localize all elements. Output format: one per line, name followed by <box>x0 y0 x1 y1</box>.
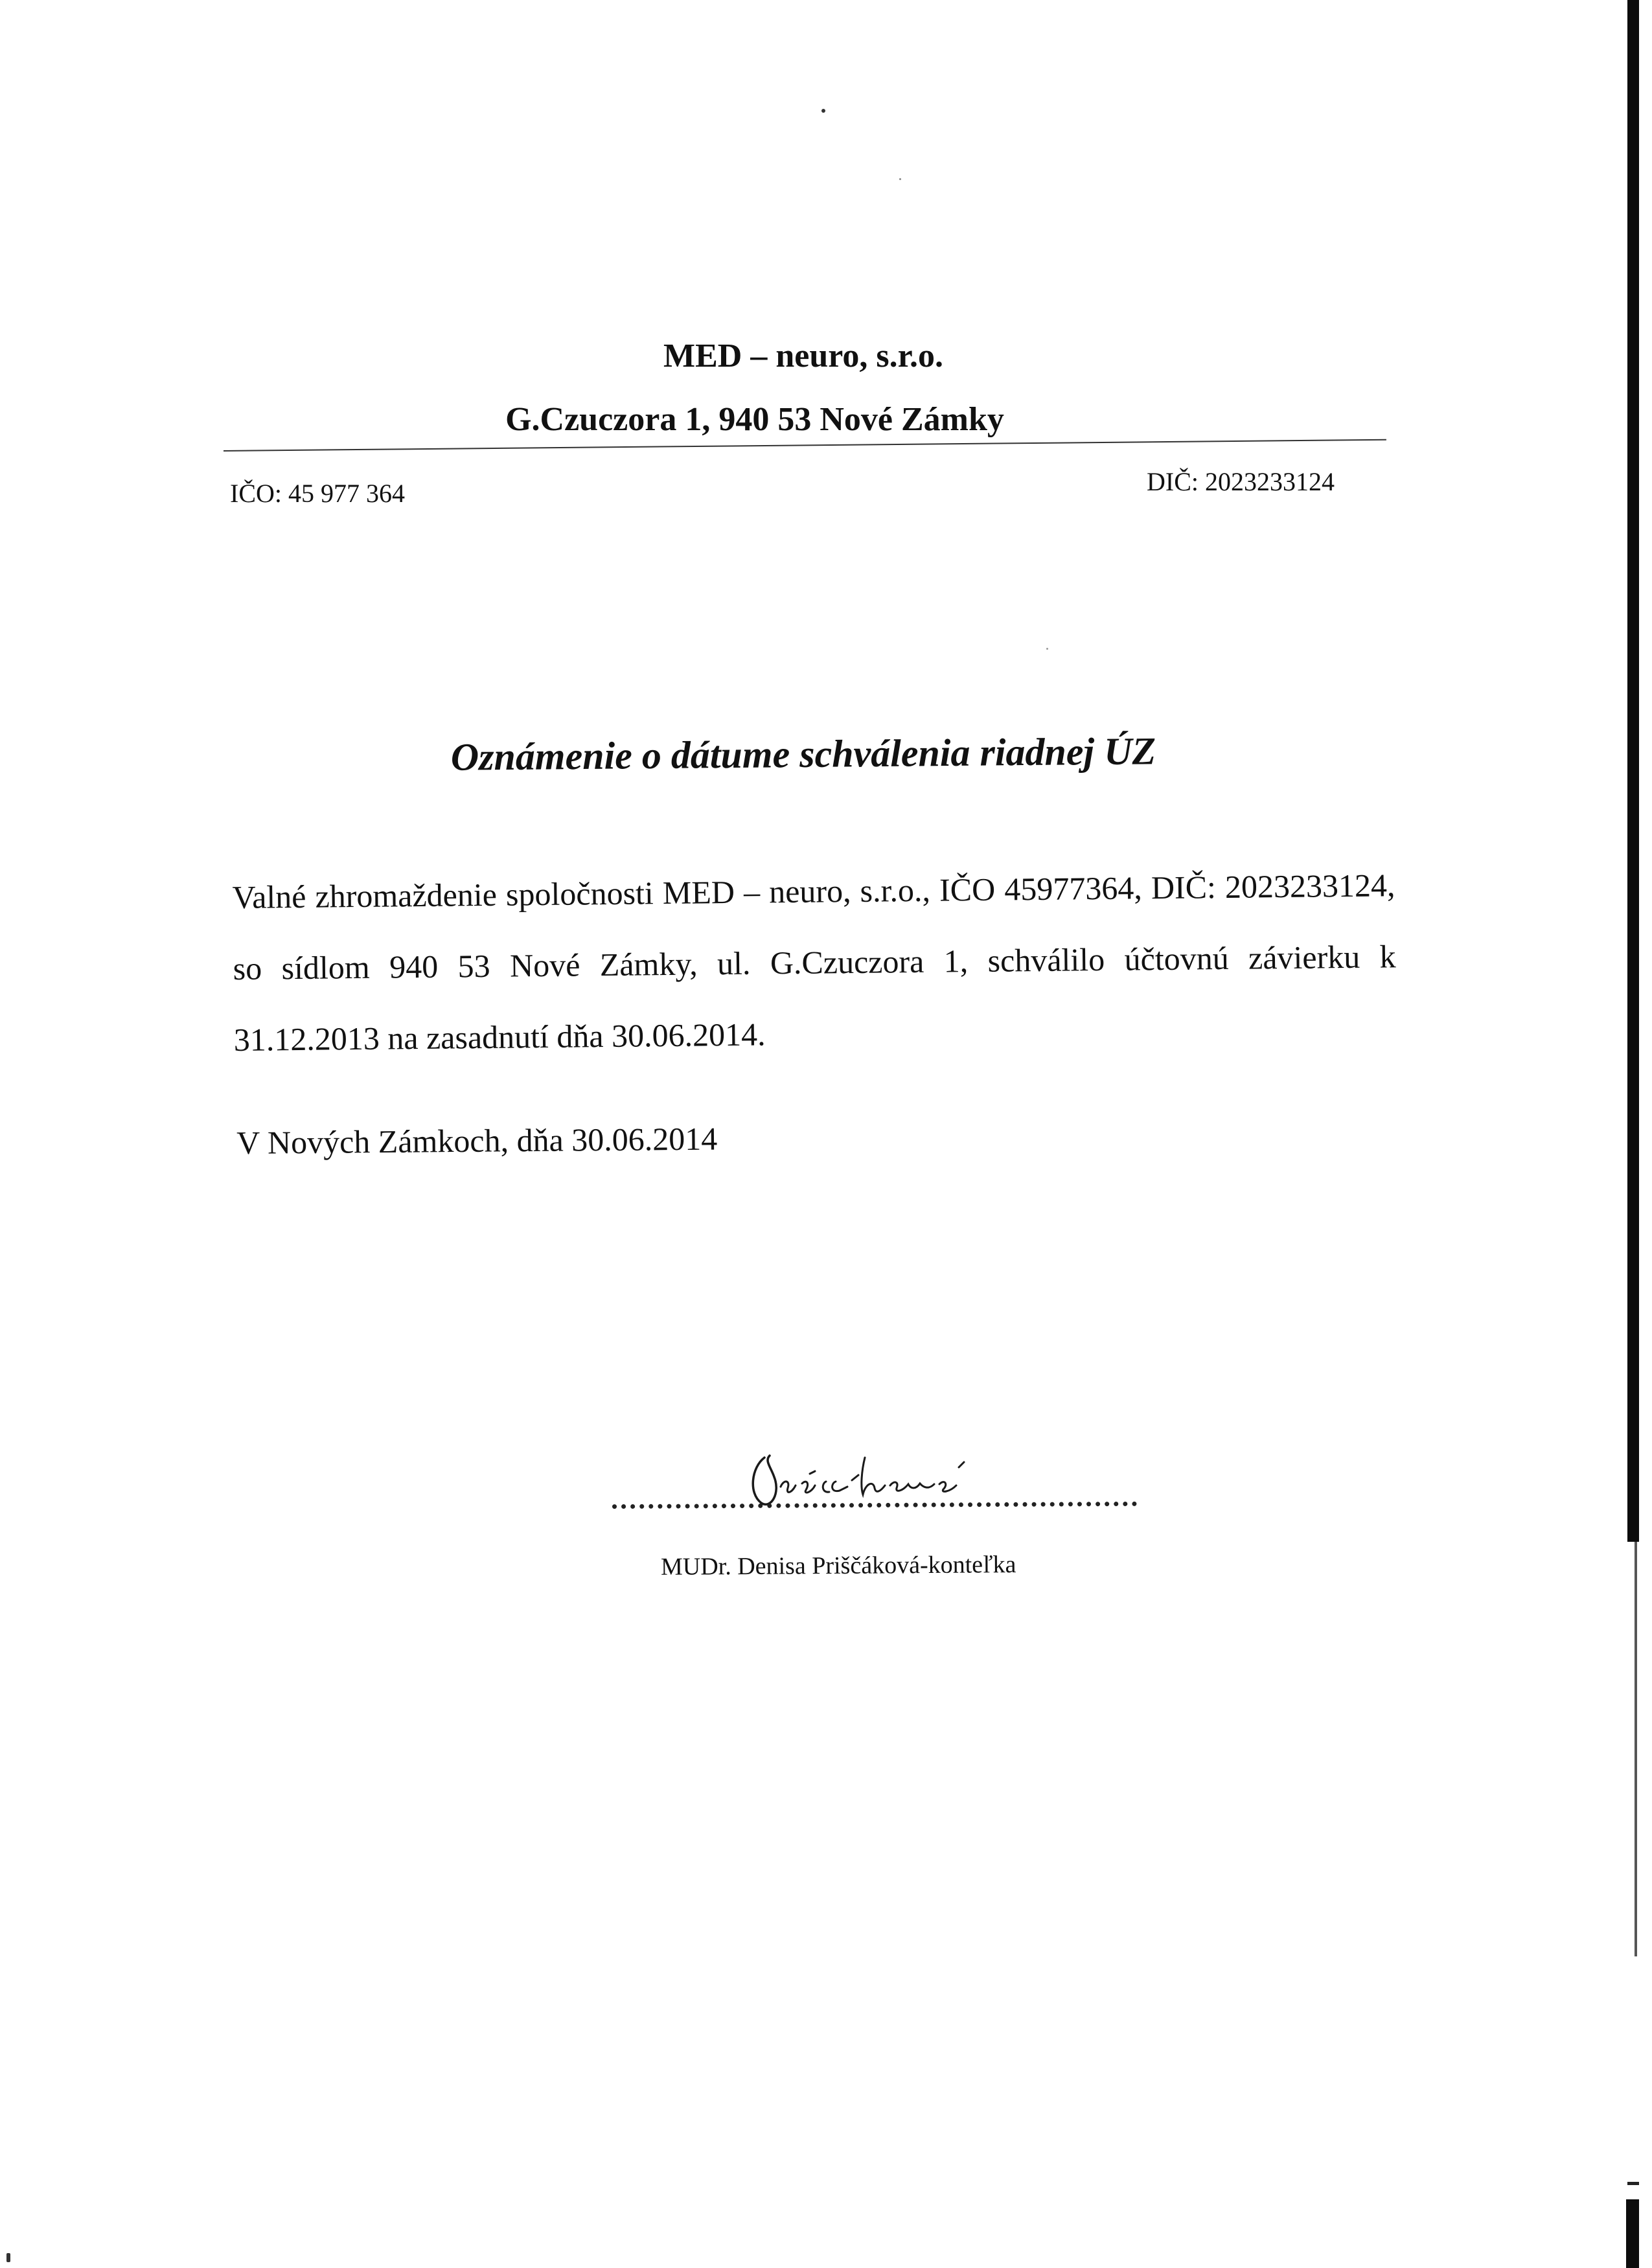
scan-speck <box>821 109 825 113</box>
place-and-date: V Nových Zámkoch, dňa 30.06.2014 <box>236 1120 718 1161</box>
document-title: Oznámenie o dátume schválenia riadnej ÚZ <box>450 729 1156 779</box>
scan-speck <box>899 178 901 180</box>
scan-speck <box>1046 648 1048 650</box>
header-divider <box>224 439 1386 452</box>
scan-edge-bar-tail <box>1635 1542 1637 1956</box>
company-dic: DIČ: 2023233124 <box>1147 467 1335 496</box>
scan-mark-dash <box>1627 2182 1639 2185</box>
signatory-name: MUDr. Denisa Priščáková-konteľka <box>660 1551 1016 1581</box>
company-address: G.Czuczora 1, 940 53 Nové Zámky <box>505 401 1004 438</box>
company-ico: IČO: 45 977 364 <box>230 479 405 508</box>
company-name: MED – neuro, s.r.o. <box>663 338 943 374</box>
document-body: Valné zhromaždenie spoločnosti MED – neuro, s.r.o., IČO 45977364, DIČ: 2023233124, so sídlom 940 53 Nové Zámky, ul. G.Czuczora 1, schválilo účtovnú závierku k 31.12.2013 na zasadnutí dňa 30.06.2014. <box>232 867 1396 1058</box>
scan-speck <box>6 2253 10 2262</box>
scan-mark-bottom <box>1626 2199 1639 2268</box>
scan-edge-bar <box>1627 0 1639 1542</box>
